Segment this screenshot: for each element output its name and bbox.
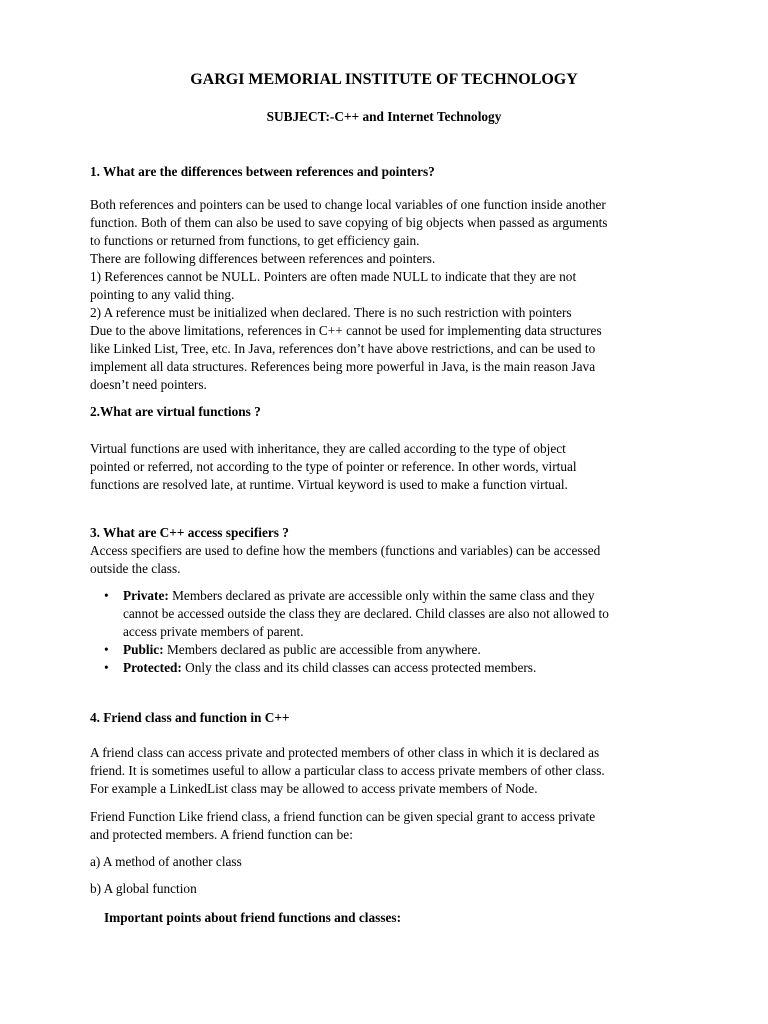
text-line: Virtual functions are used with inheritance, they are called according to the type of object bbox=[90, 441, 566, 456]
list-item bbox=[90, 587, 680, 641]
bullet-icon: • bbox=[104, 588, 109, 603]
option-b: b) A global function bbox=[90, 881, 197, 896]
text-line: pointing to any valid thing. bbox=[90, 287, 235, 302]
subject-heading: SUBJECT:-C++ and Internet Technology bbox=[266, 109, 502, 124]
text-line: functions are resolved late, at runtime. Virtual keyword is used to make a function virtual. bbox=[90, 477, 568, 492]
text-line: cannot be accessed outside the class they are declared. Child classes are also not allowed to bbox=[123, 606, 609, 621]
term-label: Protected: bbox=[123, 660, 182, 675]
text-line: friend. It is sometimes useful to allow a particular class to access private members of other class. bbox=[90, 763, 605, 778]
text-line: Access specifiers are used to define how the members (functions and variables) can be accessed bbox=[90, 543, 601, 558]
question-1-answer bbox=[90, 196, 680, 394]
text-line: outside the class. bbox=[90, 561, 181, 576]
term-description: Members declared as public are accessible from anywhere. bbox=[163, 642, 481, 657]
option-a: a) A method of another class bbox=[90, 854, 242, 869]
access-specifier-list bbox=[90, 587, 680, 677]
list-item bbox=[90, 659, 680, 677]
text-line: to functions or returned from functions, to get efficiency gain. bbox=[90, 233, 420, 248]
question-2-answer bbox=[90, 440, 680, 494]
text-line: and protected members. A friend function can be: bbox=[90, 827, 353, 842]
text-line: For example a LinkedList class may be allowed to access private members of Node. bbox=[90, 781, 538, 796]
text-line: function. Both of them can also be used to save copying of big objects when passed as arguments bbox=[90, 215, 608, 230]
text-line: A friend class can access private and protected members of other class in which it is declared as bbox=[90, 745, 600, 760]
text-line: 1) References cannot be NULL. Pointers are often made NULL to indicate that they are not bbox=[90, 269, 577, 284]
question-4-paragraph-2 bbox=[90, 808, 680, 844]
term-label: Private: bbox=[123, 588, 169, 603]
question-3-intro bbox=[90, 542, 680, 578]
question-4-paragraph-1 bbox=[90, 744, 680, 798]
text-line: Both references and pointers can be used to change local variables of one function inside another bbox=[90, 197, 606, 212]
text-line: Friend Function Like friend class, a friend function can be given special grant to access private bbox=[90, 809, 596, 824]
text-line: implement all data structures. References being more powerful in Java, is the main reason Java bbox=[90, 359, 596, 374]
text-line: pointed or referred, not according to the type of pointer or reference. In other words, virtual bbox=[90, 459, 577, 474]
question-3-heading: 3. What are C++ access specifiers ? bbox=[90, 525, 289, 540]
text-line: Due to the above limitations, references in C++ cannot be used for implementing data structures bbox=[90, 323, 602, 338]
important-points-heading: Important points about friend functions and classes: bbox=[104, 910, 402, 925]
bullet-icon: • bbox=[104, 642, 109, 657]
question-2-heading: 2.What are virtual functions ? bbox=[90, 404, 261, 419]
text-line: There are following differences between references and pointers. bbox=[90, 251, 436, 266]
term-description: Only the class and its child classes can access protected members. bbox=[181, 660, 537, 675]
text-line: like Linked List, Tree, etc. In Java, references don’t have above restrictions, and can be used to bbox=[90, 341, 596, 356]
page-title: GARGI MEMORIAL INSTITUTE OF TECHNOLOGY bbox=[190, 71, 578, 88]
text-line: 2) A reference must be initialized when declared. There is no such restriction with pointers bbox=[90, 305, 572, 320]
question-4-heading: 4. Friend class and function in C++ bbox=[90, 710, 290, 725]
text-line: doesn’t need pointers. bbox=[90, 377, 207, 392]
term-description: Members declared as private are accessible only within the same class and they bbox=[168, 588, 595, 603]
list-item bbox=[90, 641, 680, 659]
bullet-icon: • bbox=[104, 660, 109, 675]
question-1-heading: 1. What are the differences between references and pointers? bbox=[90, 164, 435, 179]
text-line: access private members of parent. bbox=[123, 624, 304, 639]
term-label: Public: bbox=[123, 642, 164, 657]
